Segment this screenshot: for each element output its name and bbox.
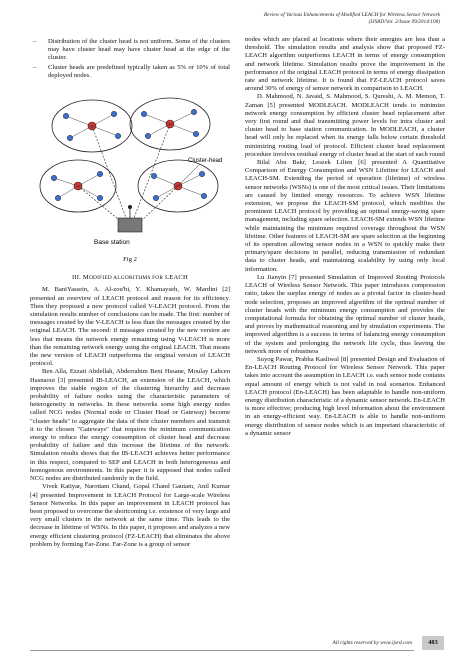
- left-column: [30, 38, 230, 549]
- right-column: [245, 36, 445, 438]
- paragraph: Lu Jianyin [7] presented Simulation of Improved Routing Protocols LEACH of Wireless Sensor Network. This paper introduces compression ratio, takes the surplus energy of nodes as a pivotal factor in cluster-head node selection, proposes an improved algorithm of the optimal number of cluster heads with the minimum energy consumption and provides the computational formula for obtaining the optimal number of cluster heads, and proves by mathematical reasoning and by simulation experiments. The improved algorithm is a success in terms of balancing energy consumption of the system and prolonging the network life cycle, thus leaving the network more of robustness: [245, 273, 445, 355]
- paragraph: M. BaniYassein, A. Al-zou'bi, Y. Khamayseh, W. Mardini [2] presented an overview of LEACH protocol and reason for its efficiency. Then they proposed a new protocol called V-LEACH protocol. From the simulation results number of conclusions can be made. The first: number of messages created by the V-LEACH is less than the messages created by the original LEACH. The second: if messages created by the new version are less that means the network energy remaining using V-LEACH is more than the remaining network energy using the original LEACH. That means the new version of LEACH outperforms the original version of LEACH protocol.: [30, 286, 230, 368]
- paragraph: Bilal Abu Bakr, Leszek Lilien [6] presented A Quantitative Comparison of Energy Consumption and WSN Lifetime for LEACH and LEACH-SM. Extending the period of operation (lifetime) of wireless sensor networks (WSNs) is one of the most critical issues. Their limitations are caused by limited energy resources. To achieve WSN lifetime extension, we propose the LEACH-SM protocol, which modifies the prominent LEACH protocol by providing an optimal energy-saving spare management, including spare selection. LEACH-SM extends WSN lifetime while maintaining the minimum required coverage throughout the WSN lifetime. Other features of LEACH-SM are spare selection at the beginning of its operation allowing sensor nodes in a WSN to quickly make their primary/spare decisions in parallel, reducing transmission of redundant data to cluster heads, and maintaining scalability by using only local information.: [245, 159, 445, 273]
- wsn-cluster-diagram: [30, 86, 230, 254]
- journal-issue: (IJSRD/Vol. 2/Issue 09/2014/108): [368, 19, 440, 25]
- section-heading: [30, 274, 230, 282]
- section-title-initial: M: [82, 274, 89, 282]
- section-title-rest: ODIFIED ALGORITHMS FOR: [88, 275, 164, 282]
- list-item: – Distribution of the cluster head is not uniform. Some of the clusters may have cluster head may have cluster head at the edge of the cluster.: [33, 38, 230, 62]
- paragraph: Vivek Katiyar, Narottam Chand, Gopal Chand Gautam, Anil Kumar [4] presented Improvement in LEACH Protocol for Large-scale Wireless Sensor Networks. In this paper an improvement in LEACH protocol has been proposed to overcome the shortcoming i.e. existence of very large and very small clusters in the network at the same time. This leads to the decrease in lifetime of WSNs. In this paper, it proposes and analyzes a new energy efficient clustering protocol (FZ-LEACH) that eliminates the above problem by forming Far-Zone. Far-Zone is a group of sensor: [30, 483, 230, 548]
- journal-title: Review of Various Enhancements of Modified LEACH for Wireless Sensor Network: [263, 12, 440, 18]
- page-number: 483: [422, 636, 444, 650]
- paragraph: D. Mahmood, N. Javaid, S. Mahmood, S. Qureshi, A. M. Memon, T. Zaman [5] presented MODLEACH. MODLEACH tends to minimize network energy consumption by efficient cluster head replacement after very first round and dual transmitting power levels for intra cluster and cluster head to base station communication. In MODLEACH, a cluster head will only be replaced when its energy falls below certain threshold minimizing routing load of protocol. Efficient cluster head replacement procedure involves residual energy of cluster head at the start of each round: [245, 93, 445, 158]
- paragraph: nodes which are placed at locations where their energies are less than a threshold. The simulation results and analysis show that proposed FZ-LEACH algorithm outperforms LEACH in terms of energy consumption and network lifetime. Simulation results prove the improvement in the performance of the original LEACH protocol in terms of energy dissipation rate and network lifetime. It is found that FZ-LEACH protocol saves around 30% of energy of sensor network in comparison to LEACH.: [245, 36, 445, 93]
- section-number: III.: [71, 274, 82, 282]
- bullet-text: Distribution of the cluster head is not uniform. Some of the clusters may have cluster head may have cluster head at the edge of the cluster.: [48, 38, 230, 62]
- figure-caption: Fig 2: [123, 256, 137, 264]
- base-station-label: Base station: [94, 239, 130, 247]
- list-item: – Cluster heads are predefined typically taken as 5% or 10% of total deployed nodes.: [33, 63, 230, 79]
- figure-wsn-diagram: [30, 86, 230, 254]
- cluster-head-pointer: [178, 164, 200, 186]
- copyright-text: All rights reserved by www.ijsrd.com: [332, 640, 412, 646]
- base-station-icon: [118, 205, 142, 232]
- section-title-end: LEACH: [165, 274, 188, 282]
- footer-divider: [30, 650, 414, 651]
- paragraph: Ben Alla, Ezzati Abdellah, Abderrahim Beni Hssane, Moulay Lahcen Hasnaoui [3] presented IB-LEACH, an extension of the LEACH, which improves the stable region of the clustering hierarchy and decrease probability of failure nodes using the characteristic parameters of heterogeneity in networks. In these networks some high energy nodes called NCG nodes (Normal node or Cluster Head or Gateway) become "cluster heads" to aggregate the data of their cluster members and transmit it to the chosen "Gateways" that requires the minimum communication energy to reduce the energy consumption of cluster head and decrease probability of failure and this increase the lifetime of the network. Simulation results shows that the IB-LEACH achieves better performance in this respect, compared to SEP and LEACH in both heterogeneous and homogenous environments. In this paper it is supposed that nodes called NCG nodes are distributed randomly in the field.: [30, 368, 230, 483]
- bullet-list: [30, 38, 230, 80]
- cluster-head-label: Cluster-head: [188, 158, 223, 165]
- head-to-base-links: [78, 124, 178, 224]
- bullet-text: Cluster heads are predefined typically taken as 5% or 10% of total deployed nodes.: [48, 63, 230, 79]
- paragraph: Suyog Pawar, Prabha Kasliwal [8] presented Design and Evaluation of En-LEACH Routing Protocol for Wireless Sensor Network. This paper takes into account the assumption in LEACH i.e. each sensor node contains equal amount of energy which is not valid in real scenarios. Enhanced LEACH protocol (En-LEACH) has been adaptable to handle non-uniform energy distribution characteristic of a dynamic sensor network. En-LEACH is more effective; producing high level information about the environment in an energy-efficient way. En-LEACH is able to handle non-uniform energy distribution of sensor nodes which is an important characteristic of a dynamic sensor: [245, 355, 445, 437]
- running-header: [264, 12, 440, 26]
